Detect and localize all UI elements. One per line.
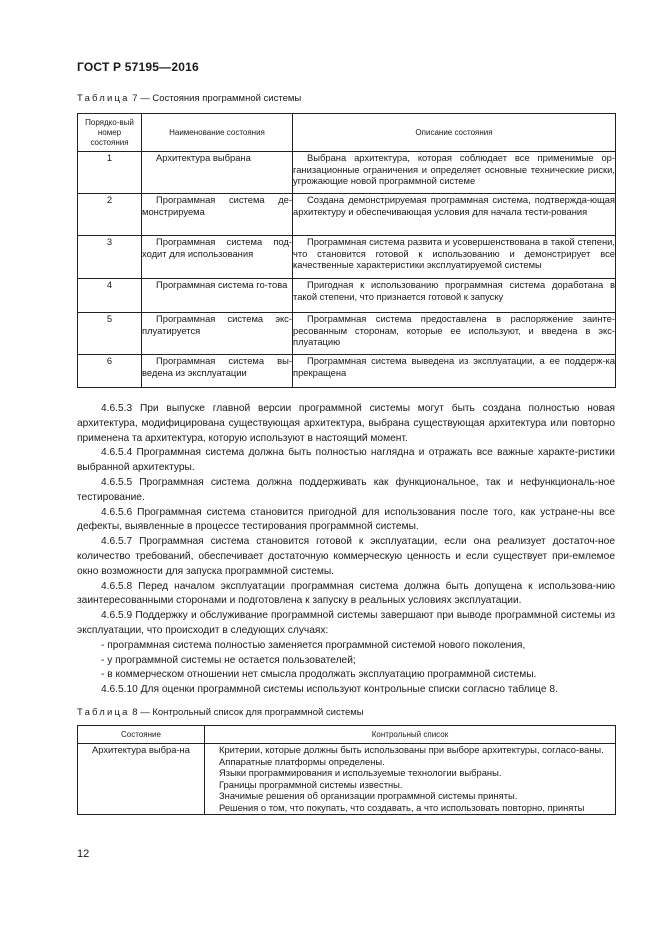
table8-header-row <box>78 726 616 744</box>
table8-caption <box>77 707 364 718</box>
table-row <box>78 194 616 236</box>
state-name: Архитектура выбра-на <box>78 744 205 815</box>
state-number: 5 <box>78 313 142 355</box>
state-number: 6 <box>78 355 142 388</box>
paragraph: 4.6.5.9 Поддержку и обслуживание программной системы завершают при выводе программной системы из эксплуатации, что происходит в следующих случаях: <box>77 610 615 636</box>
paragraph: 4.6.5.7 Программная система становится готовой к эксплуатации, если она реализует достаточ-ное количество требований, обеспечивает достаточную коммерческую ценность и если существует при-емлемое окно возможности для запуска программной системы. <box>77 536 615 577</box>
paragraph: 4.6.5.10 Для оценки программной системы используют контрольные списки согласно таблице 8. <box>101 684 558 696</box>
table-row <box>78 355 616 388</box>
table7-caption-word: Таблица <box>77 93 130 104</box>
state-description: Программная система выведена из эксплуатации, а ее поддерж-ка прекращена <box>293 355 616 388</box>
state-name: Программная система де-монстрируема <box>142 194 293 236</box>
table8-caption-word: Таблица <box>77 707 130 718</box>
list-item: - в коммерческом отношении нет смысла продолжать эксплуатацию программной системы. <box>101 669 537 681</box>
checklist-item: Границы программной системы известны. <box>219 778 403 790</box>
body-text <box>77 402 615 698</box>
checklist-item: Значимые решения об организации программной системы приняты. <box>219 790 518 802</box>
table-row <box>78 744 616 815</box>
state-description: Пригодная к использованию программная система доработана в такой степени, что признается готовой к запуску <box>293 279 616 313</box>
table-row <box>78 236 616 279</box>
table-row <box>78 313 616 355</box>
paragraph: 4.6.5.6 Программная система становится пригодной для использования после того, как устране-ны все дефекты, выявленные в процессе тестирования программной системы. <box>77 506 615 533</box>
checklist-item: Решения о том, что покупать, что создавать, а что использовать повторно, приняты <box>219 801 585 813</box>
state-name: Программная система экс-плуатируется <box>142 313 293 355</box>
table7-header-num: Порядко-вый номер состояния <box>78 114 142 152</box>
table8-header-state: Состояние <box>78 726 205 744</box>
paragraph: 4.6.5.3 При выпуске главной версии программной системы могут быть создана полностью новая архитектура, модифицирована существующая архитектура, выбрана существующая архитектура или повторно применена та архитектура, которую используют в настоящий момент. <box>77 403 615 444</box>
state-name: Архитектура выбрана <box>142 152 293 194</box>
table7-header-desc: Описание состояния <box>293 114 616 152</box>
state-description: Выбрана архитектура, которая соблюдает все применимые ор-ганизационные ограничения и определяет основные технические риски, угрожающие новой программной системе <box>293 152 616 194</box>
table7-caption-text: 7 — Состояния программной системы <box>132 93 302 104</box>
state-description: Программная система предоставлена в распоряжение заинте-ресованным сторонам, которые ее используют, и введена в экс-плуатацию <box>293 313 616 355</box>
state-number: 3 <box>78 236 142 279</box>
state-name: Программная система го-това <box>142 279 293 313</box>
table-row <box>78 279 616 313</box>
state-name: Программная система под-ходит для использования <box>142 236 293 279</box>
state-number: 4 <box>78 279 142 313</box>
state-description: Программная система развита и усовершенствована в такой степени, что становится готовой к использованию и демонстрирует все качественные характеристики эксплуатируемой системы <box>293 236 616 279</box>
table-row <box>78 152 616 194</box>
checklist-item: Языки программирования и используемые технологии выбраны. <box>219 767 502 779</box>
state-number: 1 <box>78 152 142 194</box>
table7 <box>77 113 616 388</box>
table8-header-checklist: Контрольный список <box>205 726 616 744</box>
state-name: Программная система вы-ведена из эксплуатации <box>142 355 293 388</box>
checklist-item: Аппаратные платформы определены. <box>219 755 385 767</box>
paragraph: 4.6.5.8 Перед началом эксплуатации программная система должна быть допущена к использова-нию заинтересованными сторонами и подготовлена к запуску в реальных условиях эксплуатации. <box>77 580 615 607</box>
table7-header-name: Наименование состояния <box>142 114 293 152</box>
checklist-item: Критерии, которые должны быть использованы при выборе архитектуры, согласо-ваны. <box>219 744 604 755</box>
list-item: - программная система полностью заменяется программной системой нового поколения, <box>101 639 526 651</box>
document-header: ГОСТ Р 57195—2016 <box>77 60 199 74</box>
table7-caption <box>77 93 301 104</box>
list-item: - у программной системы не остается пользователей; <box>101 654 356 666</box>
paragraph: 4.6.5.4 Программная система должна быть полностью наглядна и отражать все важные характе-ристики выбранной архитектуры. <box>77 447 615 474</box>
table8-caption-text: 8 — Контрольный список для программной системы <box>132 707 364 718</box>
checklist <box>205 744 616 815</box>
table8 <box>77 725 616 815</box>
state-number: 2 <box>78 194 142 236</box>
state-description: Создана демонстрируемая программная система, подтвержда-ющая архитектуру и обеспечивающая условия для начала тести-рования <box>293 194 616 236</box>
page-number: 12 <box>77 848 90 860</box>
paragraph: 4.6.5.5 Программная система должна поддерживать как функциональное, так и нефункциональ-ное тестирование. <box>77 476 615 503</box>
table7-header-row <box>78 114 616 152</box>
